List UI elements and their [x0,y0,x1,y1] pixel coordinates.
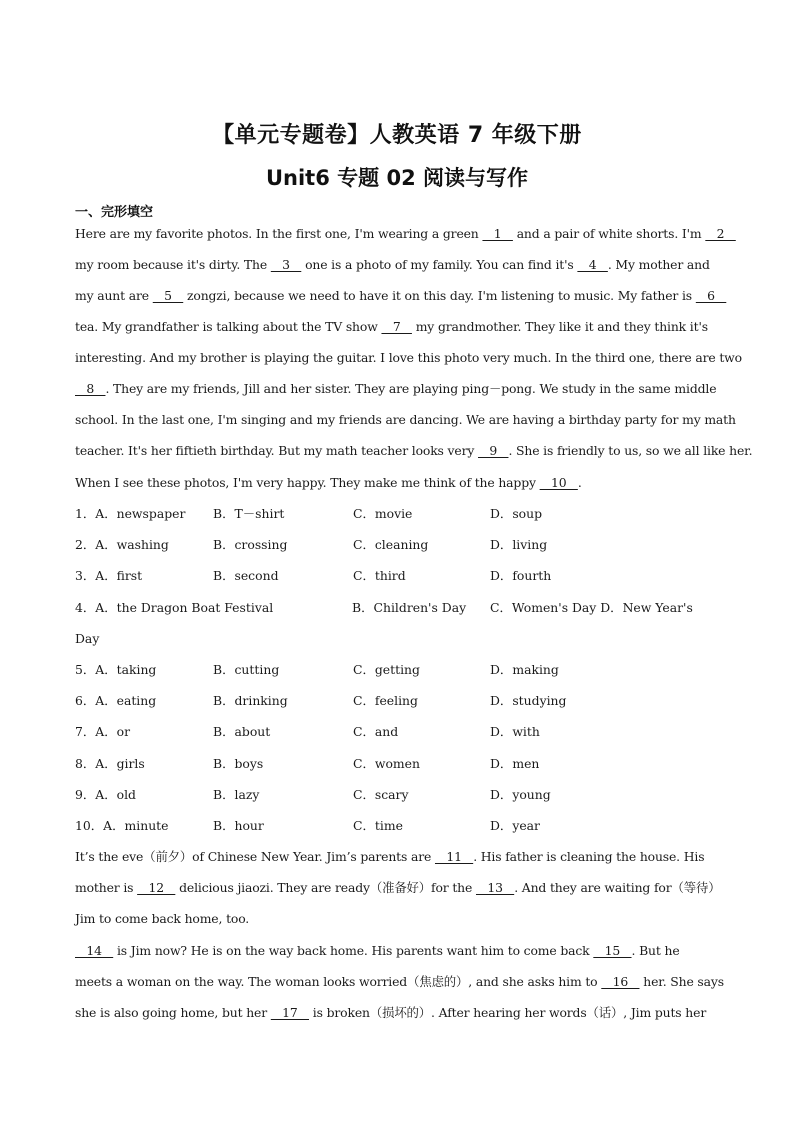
passage-text: interesting. And my brother is playing the guitar. I love this photo very much. In the third one, there are two [75,350,742,365]
passage-text: . His father is cleaning the house. His [473,849,705,864]
answer-blank[interactable]: 15 [593,943,632,958]
option-d[interactable]: D．living [490,537,548,552]
question-row [75,693,735,709]
passage-text: tea. My grandfather is talking about the TV show [75,319,382,334]
option-b[interactable]: B．boys [213,756,264,771]
passage1-line [75,288,727,304]
passage-text: my room because it's dirty. The [75,257,271,272]
option-c[interactable]: C．scary [353,787,409,802]
answer-blank[interactable]: 1 [482,226,513,241]
passage-text: zongzi, because we need to have it on this day. I'm listening to music. My father is [183,288,696,303]
option-d[interactable]: D．young [490,787,551,802]
option-a[interactable]: 1．A．newspaper [75,506,186,521]
option-b[interactable]: B．about [213,724,271,739]
passage-text: is broken（损坏的）. After hearing her words（话）, Jim puts her [309,1005,707,1020]
option-c[interactable]: C．third [353,568,406,583]
option-c-d[interactable]: C．Women's Day D．New Year's [490,600,693,615]
passage-text: Jim to come back home, too. [75,911,250,926]
section-heading: 一、完形填空 [75,205,154,220]
passage-text: my grandmother. They like it and they think it's [411,319,708,334]
option-a[interactable]: 8．A．girls [75,756,145,771]
option-d[interactable]: D．fourth [490,568,552,583]
question-row [75,787,735,803]
question-row [75,537,735,553]
option-b[interactable]: B．cutting [213,662,280,677]
option-b[interactable]: B．second [213,568,279,583]
option-b[interactable]: B．lazy [213,787,260,802]
question-row [75,756,735,772]
option-c[interactable]: C．cleaning [353,537,429,552]
option-a[interactable]: 2．A．washing [75,537,169,552]
passage-text: and a pair of white shorts. I'm [512,226,706,241]
question-row [75,506,735,522]
passage-text: meets a woman on the way. The woman looks worried（焦虑的）, and she asks him to [75,974,602,989]
option-b[interactable]: B．crossing [213,537,288,552]
passage-text: her. She says [639,974,724,989]
option-d[interactable]: D．year [490,818,540,833]
passage-text: . My mother and [607,257,710,272]
option-d[interactable]: D．with [490,724,540,739]
passage-text: school. In the last one, I'm singing and my friends are dancing. We are having a birthday party for my math [75,412,736,427]
answer-blank[interactable]: 7 [381,319,412,334]
passage-text: . And they are waiting for（等待） [514,880,721,895]
option-d[interactable]: D．soup [490,506,543,521]
option-c[interactable]: C．time [353,818,403,833]
passage1-line [75,350,742,366]
option-c[interactable]: C．women [353,756,420,771]
passage1-line [75,381,720,397]
passage-text: my aunt are [75,288,153,303]
option-d[interactable]: D．studying [490,693,567,708]
answer-blank[interactable]: 5 [152,288,184,303]
option-a[interactable]: 9．A．old [75,787,136,802]
option-c[interactable]: C．movie [353,506,413,521]
question-row [75,600,735,616]
option-c[interactable]: C．getting [353,662,420,677]
option-a[interactable]: 4．A．the Dragon Boat Festival [75,600,274,615]
option-a[interactable]: 5．A．taking [75,662,157,677]
passage-text: one is a photo of my family. You can find it's [301,257,578,272]
answer-blank[interactable]: 4 [577,257,608,272]
passage1-line [75,257,720,273]
passage2-line [75,1005,720,1021]
question-row-wrap [75,631,735,647]
passage1-line [75,319,720,335]
option-a[interactable]: 7．A．or [75,724,130,739]
passage2-line [75,880,720,896]
passage-text: It’s the eve（前夕）of Chinese New Year. Jim’s parents are [75,849,435,864]
option-a[interactable]: 6．A．eating [75,693,157,708]
answer-blank[interactable]: 14 [75,943,114,958]
option-c[interactable]: C．feeling [353,693,418,708]
question-row [75,662,735,678]
passage1-line [75,226,736,242]
answer-blank[interactable]: 16 [601,974,640,989]
option-d[interactable]: D．men [490,756,540,771]
passage-text: is Jim now? He is on the way back home. His parents want him to come back [113,943,594,958]
option-b[interactable]: B．hour [213,818,264,833]
passage-text: . [577,475,582,490]
answer-blank[interactable]: 11 [434,849,474,864]
passage2-line [75,943,720,959]
question-row [75,568,735,584]
answer-blank[interactable]: 13 [475,880,515,895]
answer-blank[interactable]: 12 [137,880,176,895]
passage2-line [75,849,720,865]
passage-text: mother is [75,880,138,895]
worksheet-title: 【单元专题卷】人教英语 7 年级下册 [212,123,582,148]
answer-blank[interactable]: 10 [539,475,578,490]
option-d[interactable]: D．making [490,662,559,677]
question-row [75,724,735,740]
passage-text: Here are my favorite photos. In the first one, I'm wearing a green [75,226,483,241]
passage-text: . They are my friends, Jill and her sister. They are playing ping－pong. We study in the same middle [105,381,717,396]
option-c[interactable]: C．and [353,724,399,739]
passage-text: When I see these photos, I'm very happy. They make me think of the happy [75,475,540,490]
passage1-line [75,443,753,459]
option-a[interactable]: 3．A．first [75,568,143,583]
option-b[interactable]: B．Children's Day [352,600,467,615]
passage2-line [75,911,720,927]
worksheet-subtitle: Unit6 专题 02 阅读与写作 [265,166,528,190]
option-d-wrap[interactable]: Day [75,631,100,646]
passage2-line [75,974,724,990]
passage1-line [75,412,736,428]
answer-blank[interactable]: 17 [270,1005,309,1020]
passage-text: teacher. It's her fiftieth birthday. But my math teacher looks very [75,443,478,458]
answer-blank[interactable]: 6 [695,288,727,303]
answer-blank[interactable]: 8 [75,381,106,396]
passage-text: . But he [631,943,680,958]
answer-blank[interactable]: 2 [705,226,736,241]
question-row [75,818,735,834]
passage-text: . She is friendly to us, so we all like her. [508,443,753,458]
option-b[interactable]: B．T－shirt [213,506,285,521]
passage-text: she is also going home, but her [75,1005,271,1020]
option-a[interactable]: 10．A．minute [75,818,169,833]
passage1-line [75,475,720,491]
answer-blank[interactable]: 3 [270,257,302,272]
answer-blank[interactable]: 9 [478,443,509,458]
passage-text: delicious jiaozi. They are ready（准备好）for the [175,880,476,895]
option-b[interactable]: B．drinking [213,693,288,708]
